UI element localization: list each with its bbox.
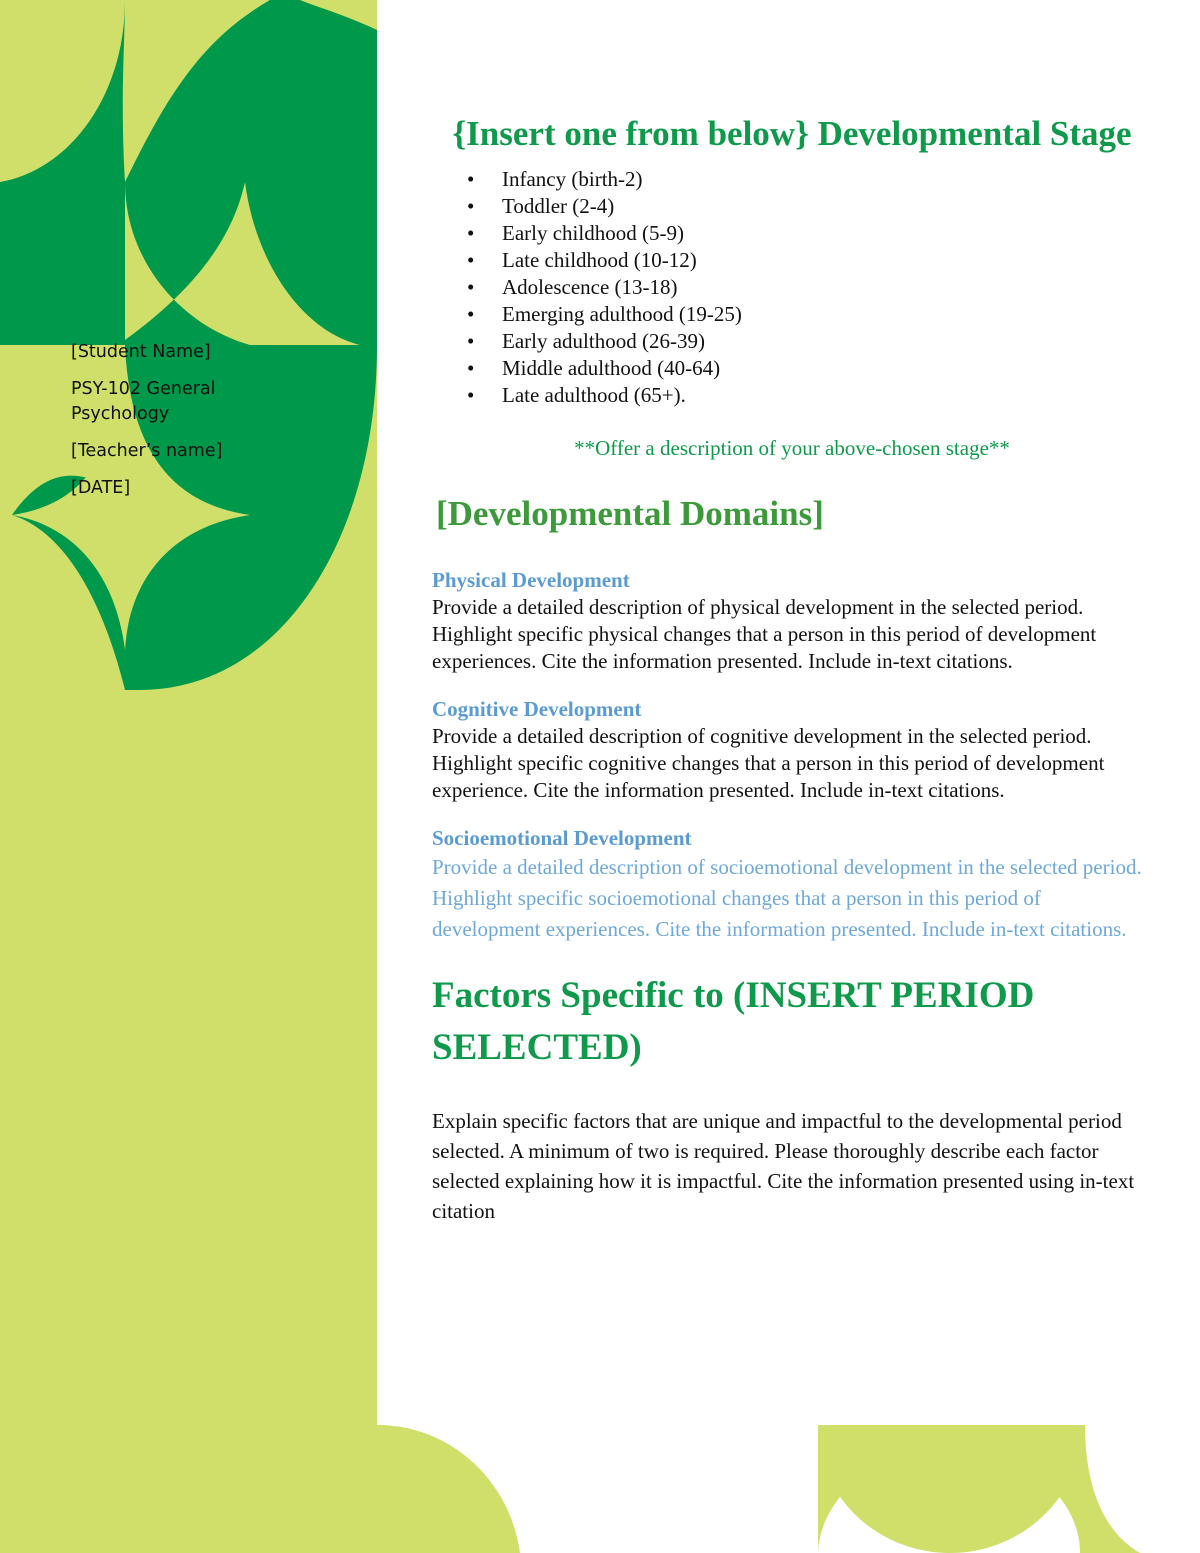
socioemotional-development-heading: Socioemotional Development [432,826,692,850]
cognitive-development-section [432,695,1152,804]
socioemotional-development-body: Provide a detailed description of socioemotional development in the selected period. Highlight specific socioemotional changes that a person in this period of development experiences. Cite the information presented. Include in-text citations. [432,855,1142,941]
stage-list [432,166,1152,409]
student-info-block [71,340,291,513]
stage-list-item: • Middle adulthood (40-64) [502,355,1152,382]
physical-development-section [432,566,1152,675]
stage-list-item: • Early childhood (5-9) [502,220,1152,247]
factors-title: Factors Specific to (INSERT PERIOD SELECTED) [432,975,1035,1068]
stage-title: {Insert one from below} Developmental Stage [452,114,1132,153]
date: [DATE] [71,478,131,498]
cognitive-development-body: Provide a detailed description of cognitive development in the selected period. Highlight specific cognitive changes that a person in this period of development experience. Cite the information presented. Include in-text citations. [432,724,1105,802]
stage-list-item: • Toddler (2-4) [502,193,1152,220]
stage-list-item: • Adolescence (13-18) [502,274,1152,301]
physical-development-body: Provide a detailed description of physical development in the selected period. Highlight specific physical changes that a person in this period of development experiences. Cite the information presented. Include in-text citations. [432,595,1097,673]
stage-list-item: • Emerging adulthood (19-25) [502,301,1152,328]
stage-description-prompt: **Offer a description of your above-chosen stage** [574,436,1010,460]
teacher-name: [Teacher’s name] [71,441,223,461]
stage-list-item: • Late childhood (10-12) [502,247,1152,274]
course-name: PSY-102 General Psychology [71,379,216,424]
socioemotional-development-section [432,824,1152,945]
stage-list-item: • Infancy (birth-2) [502,166,1152,193]
physical-development-heading: Physical Development [432,568,630,592]
stage-list-item: • Late adulthood (65+). [502,382,1152,409]
domains-title: [Developmental Domains] [436,494,824,533]
stage-list-item: • Early adulthood (26-39) [502,328,1152,355]
main-content [432,108,1152,1226]
factors-body: Explain specific factors that are unique and impactful to the developmental period selected. A minimum of two is required. Please thoroughly describe each factor selected explaining how it is impactful. Cite the information presented using in-text citation [432,1109,1135,1223]
cognitive-development-heading: Cognitive Development [432,697,642,721]
lime-shape-bottom-left [377,1425,520,1553]
student-name: [Student Name] [71,342,211,362]
lime-arc-bottom-right [818,1425,1085,1553]
